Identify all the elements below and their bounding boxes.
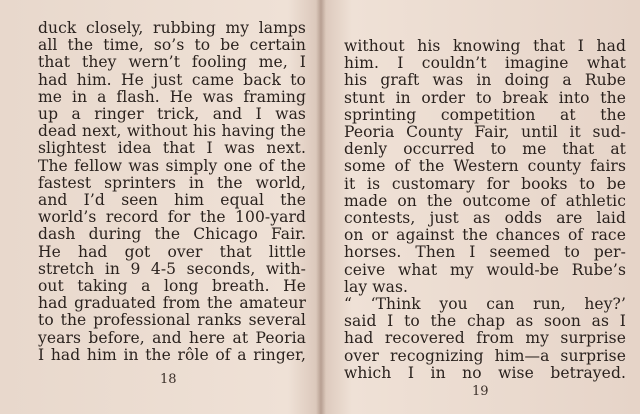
text-line: world’s record for the 100-yard [38,208,306,227]
text-line: ceive what my would-be Rube’s [344,260,626,279]
text-line: “ ‘Think you can run, hey?’ [344,295,626,314]
text-line: stunt in order to break into the [344,88,626,107]
text-line: it is customary for books to be [344,174,626,193]
right-page [322,0,640,414]
text-line: on or against the chances of race [344,226,626,245]
right-page-text [344,38,626,382]
text-line: out taking a long breath. He [38,277,306,296]
text-line: some of the Western county fairs [344,157,626,176]
text-line: that they wern’t fooling me, I [38,53,306,72]
text-line: lay was. [344,277,409,296]
left-page-text [38,20,306,364]
text-line: up a ringer trick, and I was [38,105,306,124]
text-line: made on the outcome of athletic [344,191,626,210]
text-line: me in a flash. He was framing [38,87,306,106]
text-line: which I in no wise betrayed. [344,363,626,382]
text-line: dead next, without his having the [38,122,306,141]
text-line: and I’d seen him equal the [38,191,306,210]
text-line: contests, just as odds are laid [344,209,626,228]
text-line: fastest sprinters in the world, [38,173,306,192]
text-line: had him. He just came back to [38,70,306,89]
text-line: denly occurred to me that at [344,140,626,159]
text-line: him. I couldn’t imagine what [344,54,626,73]
text-line: without his knowing that I had [344,37,626,55]
text-line: had graduated from the amateur [38,294,306,313]
text-line: Peoria County Fair, until it sud- [344,123,626,142]
text-line: over recognizing him—a surprise [344,346,626,365]
text-line: The fellow was simply one of the [38,156,306,175]
text-line: He had got over that little [38,242,306,261]
text-line: his graft was in doing a Rube [344,71,626,90]
page-number: 19 [472,384,489,399]
text-line: I had him in the rôle of a ringer, [38,345,306,364]
text-line: duck closely, rubbing my lamps [38,19,306,37]
text-line: sprinting competition at the [344,105,626,124]
text-line: slightest idea that I was next. [38,139,306,158]
text-line: had recovered from my surprise [344,329,626,348]
text-line: years before, and here at Peoria [38,328,306,347]
text-line: said I to the chap as soon as I [344,312,626,331]
text-line: all the time, so’s to be certain [38,36,306,55]
text-line: horses. Then I seemed to per- [344,243,626,262]
page-number: 18 [160,372,177,387]
text-line: stretch in 9 4-5 seconds, with- [38,259,306,278]
text-line: to the professional ranks several [38,311,306,330]
text-line: dash during the Chicago Fair. [38,225,306,244]
